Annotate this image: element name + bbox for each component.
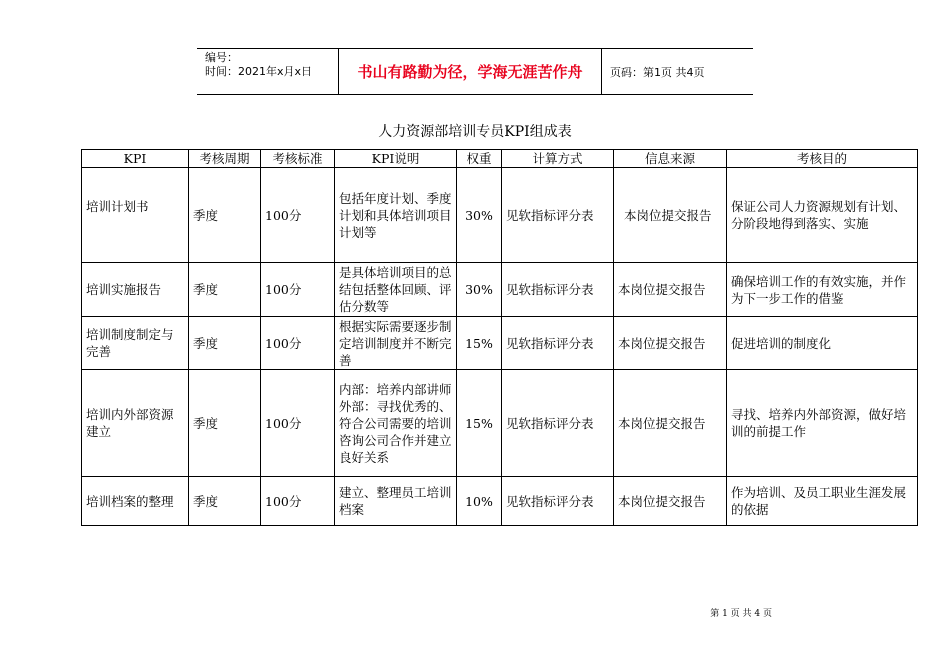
table-row xyxy=(82,317,918,370)
kpi-cell: 培训计划书 xyxy=(82,168,189,263)
header-meta xyxy=(197,49,339,94)
purpose-cell: 作为培训、及员工职业生涯发展的依据 xyxy=(727,477,918,526)
table-row xyxy=(82,477,918,526)
column-header-purpose: 考核目的 xyxy=(727,150,918,168)
source-cell: 本岗位提交报告 xyxy=(614,317,727,370)
standard-cell: 100分 xyxy=(261,477,335,526)
purpose-cell: 寻找、培养内外部资源，做好培训的前提工作 xyxy=(727,370,918,477)
period-cell: 季度 xyxy=(189,263,261,317)
method-cell: 见软指标评分表 xyxy=(502,263,614,317)
column-header-standard: 考核标准 xyxy=(261,150,335,168)
purpose-cell: 保证公司人力资源规划有计划、分阶段地得到落实、实施 xyxy=(727,168,918,263)
document-number-label: 编号： xyxy=(205,51,238,64)
standard-cell: 100分 xyxy=(261,370,335,477)
period-cell: 季度 xyxy=(189,168,261,263)
table-row xyxy=(82,168,918,263)
method-cell: 见软指标评分表 xyxy=(502,370,614,477)
kpi-cell: 培训内外部资源建立 xyxy=(82,370,189,477)
description-cell: 包括年度计划、季度计划和具体培训项目计划等 xyxy=(335,168,457,263)
source-cell: 本岗位提交报告 xyxy=(614,370,727,477)
kpi-cell: 培训档案的整理 xyxy=(82,477,189,526)
source-cell: 本岗位提交报告 xyxy=(614,168,727,263)
weight-cell: 30% xyxy=(457,263,502,317)
source-cell: 本岗位提交报告 xyxy=(614,477,727,526)
source-cell: 本岗位提交报告 xyxy=(614,263,727,317)
standard-cell: 100分 xyxy=(261,263,335,317)
standard-cell: 100分 xyxy=(261,317,335,370)
weight-cell: 15% xyxy=(457,317,502,370)
weight-cell: 10% xyxy=(457,477,502,526)
document-title: 人力资源部培训专员KPI组成表 xyxy=(378,124,572,140)
period-cell: 季度 xyxy=(189,477,261,526)
document-date: 时间：2021年x月x日 xyxy=(205,65,313,78)
method-cell: 见软指标评分表 xyxy=(502,317,614,370)
table-row xyxy=(82,370,918,477)
method-cell: 见软指标评分表 xyxy=(502,168,614,263)
weight-cell: 30% xyxy=(457,168,502,263)
column-header-period: 考核周期 xyxy=(189,150,261,168)
description-cell: 建立、整理员工培训档案 xyxy=(335,477,457,526)
description-cell: 根据实际需要逐步制定培训制度并不断完善 xyxy=(335,317,457,370)
weight-cell: 15% xyxy=(457,370,502,477)
header-motto: 书山有路勤为径，学海无涯苦作舟 xyxy=(339,49,602,94)
description-cell: 内部：培养内部讲师外部：寻找优秀的、符合公司需要的培训咨询公司合作并建立良好关系 xyxy=(335,370,457,477)
column-header-method: 计算方式 xyxy=(502,150,614,168)
column-header-source: 信息来源 xyxy=(614,150,727,168)
page-header xyxy=(197,48,753,95)
kpi-cell: 培训实施报告 xyxy=(82,263,189,317)
kpi-cell: 培训制度制定与完善 xyxy=(82,317,189,370)
method-cell: 见软指标评分表 xyxy=(502,477,614,526)
table-header-row xyxy=(82,150,918,168)
table-row xyxy=(82,263,918,317)
kpi-table xyxy=(81,149,918,526)
header-page-code: 页码：第1页 共4页 xyxy=(610,65,705,79)
column-header-kpi: KPI xyxy=(82,150,189,168)
description-cell: 是具体培训项目的总结包括整体回顾、评估分数等 xyxy=(335,263,457,317)
page-footer: 第 1 页 共 4 页 xyxy=(710,609,772,619)
column-header-weight: 权重 xyxy=(457,150,502,168)
purpose-cell: 促进培训的制度化 xyxy=(727,317,918,370)
standard-cell: 100分 xyxy=(261,168,335,263)
column-header-description: KPI说明 xyxy=(335,150,457,168)
period-cell: 季度 xyxy=(189,370,261,477)
purpose-cell: 确保培训工作的有效实施，并作为下一步工作的借鉴 xyxy=(727,263,918,317)
period-cell: 季度 xyxy=(189,317,261,370)
